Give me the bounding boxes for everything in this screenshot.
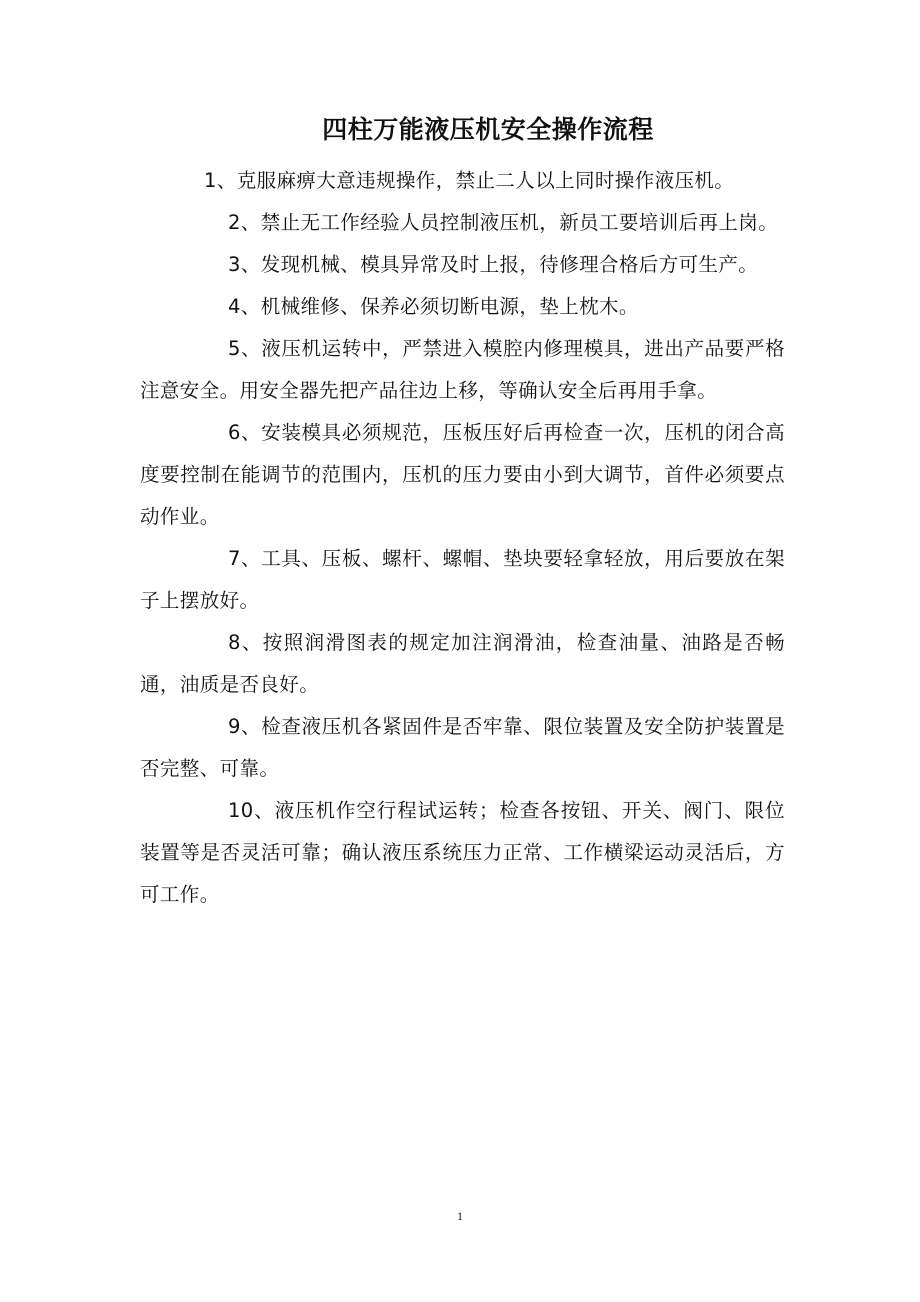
document-title: 四柱万能液压机安全操作流程 xyxy=(322,115,654,144)
paragraph-5: 5、液压机运转中，严禁进入模腔内修理模具，进出产品要严格注意安全。用安全器先把产品往边上移，等确认安全后再用手拿。 xyxy=(140,337,785,402)
paragraph-2: 2、禁止无工作经验人员控制液压机，新员工要培训后再上岗。 xyxy=(228,211,779,234)
document-body xyxy=(140,160,785,916)
paragraph-7: 7、工具、压板、螺杆、螺帽、垫块要轻拿轻放，用后要放在架子上摆放好。 xyxy=(140,547,785,612)
paragraph-6: 6、安装模具必须规范，压板压好后再检查一次，压机的闭合高度要控制在能调节的范围内，压机的压力要由小到大调节，首件必须要点动作业。 xyxy=(140,421,785,528)
page-number: 1 xyxy=(457,1209,463,1223)
paragraph-9: 9、检查液压机各紧固件是否牢靠、限位装置及安全防护装置是否完整、可靠。 xyxy=(140,715,785,780)
paragraph-8: 8、按照润滑图表的规定加注润滑油，检查油量、油路是否畅通，油质是否良好。 xyxy=(140,631,785,696)
paragraph-1: 1、克服麻痹大意违规操作，禁止二人以上同时操作液压机。 xyxy=(204,169,735,192)
paragraph-4: 4、机械维修、保养必须切断电源，垫上枕木。 xyxy=(228,295,639,318)
paragraph-10: 10、液压机作空行程试运转；检查各按钮、开关、阀门、限位装置等是否灵活可靠；确认液压系统压力正常、工作横梁运动灵活后，方可工作。 xyxy=(140,799,785,906)
paragraph-3: 3、发现机械、模具异常及时上报，待修理合格后方可生产。 xyxy=(228,253,759,276)
